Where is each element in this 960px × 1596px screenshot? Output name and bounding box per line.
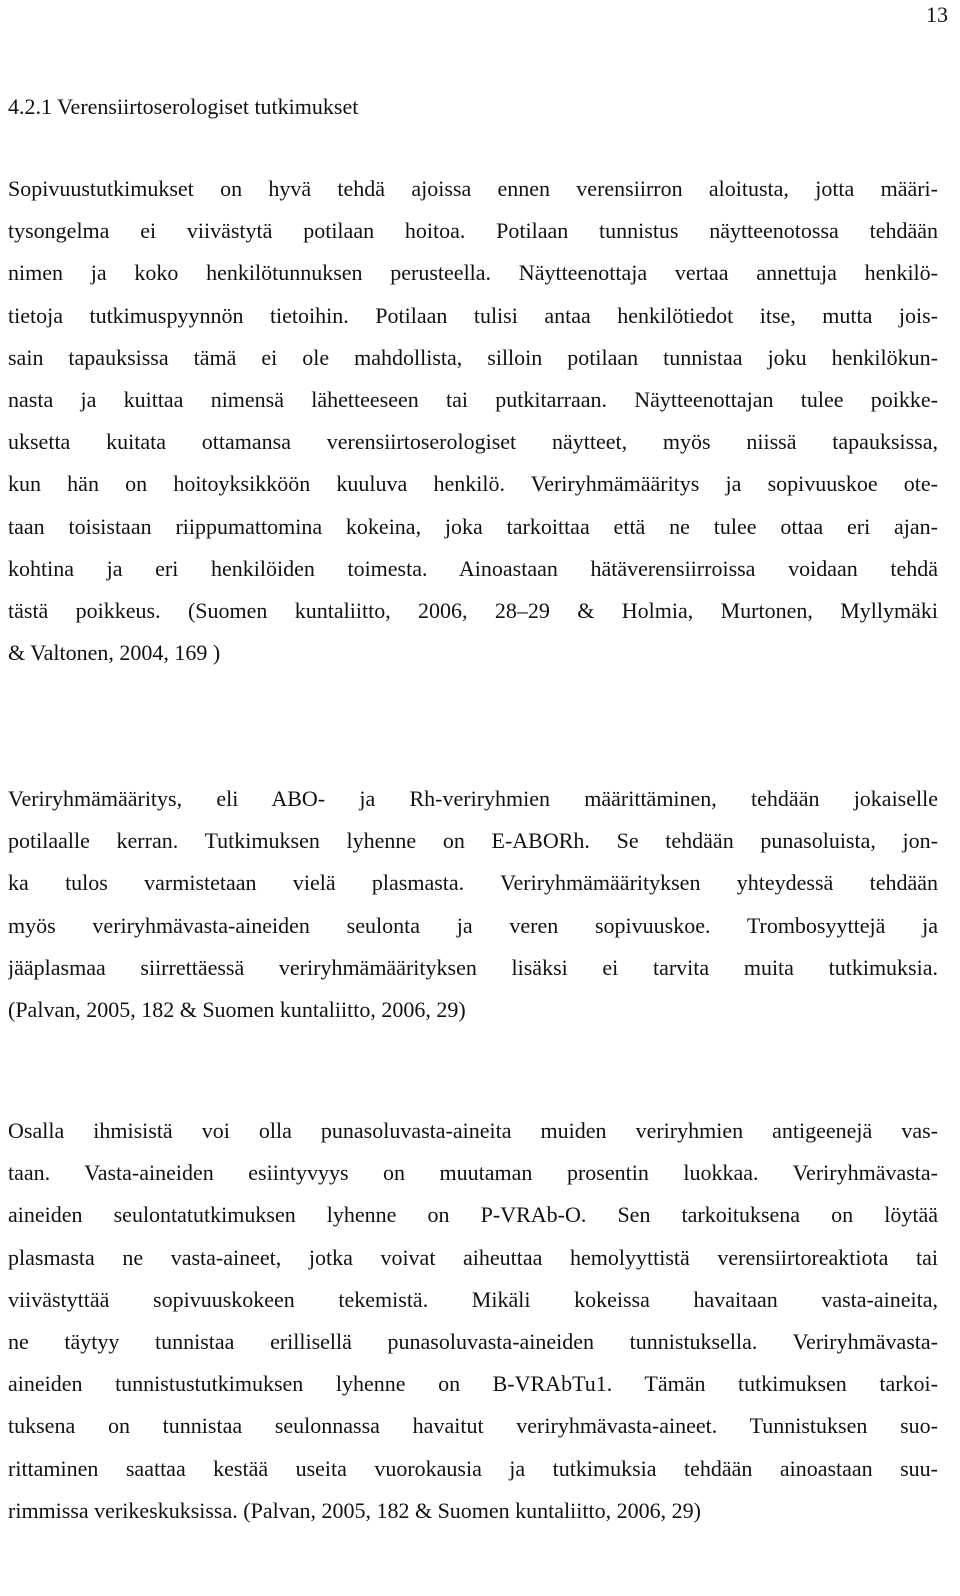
text-line: nimen ja koko henkilötunnuksen perusteella. Näytteenottaja vertaa annettuja henkilö- bbox=[8, 260, 938, 286]
text-line: Osalla ihmisistä voi olla punasoluvasta-aineita muiden veriryhmien antigeenejä vas- bbox=[8, 1118, 938, 1143]
paragraph-2 bbox=[8, 778, 938, 1031]
text-line: taan. Vasta-aineiden esiintyvyys on muutaman prosentin luokkaa. Veriryhmävasta- bbox=[8, 1160, 938, 1186]
text-line: Veriryhmämääritys, eli ABO- ja Rh-veriryhmien määrittäminen, tehdään jokaiselle bbox=[8, 786, 938, 811]
section-heading: 4.2.1 Verensiirtoserologiset tutkimukset bbox=[8, 94, 359, 119]
paragraph-3 bbox=[8, 1110, 938, 1532]
text-line: ka tulos varmistetaan vielä plasmasta. Veriryhmämäärityksen yhteydessä tehdään bbox=[8, 870, 938, 896]
text-line: nasta ja kuittaa nimensä lähetteeseen tai putkitarraan. Näytteenottajan tulee poikke- bbox=[8, 387, 938, 413]
text-line: rittaminen saattaa kestää useita vuorokausia ja tutkimuksia tehdään ainoastaan suu- bbox=[8, 1455, 938, 1481]
text-line: tuksena on tunnistaa seulonnassa havaitut veriryhmävasta-aineet. Tunnistuksen suo- bbox=[8, 1413, 938, 1439]
text-line: (Palvan, 2005, 182 & Suomen kuntaliitto, 2006, 29) bbox=[8, 997, 466, 1023]
text-line: taan toisistaan riippumattomina kokeina, joka tarkoittaa että ne tulee ottaa eri ajan- bbox=[8, 513, 938, 539]
text-line: plasmasta ne vasta-aineet, jotka voivat aiheuttaa hemolyyttistä verensiirtoreaktiota tai bbox=[8, 1244, 938, 1270]
text-line: tietoja tutkimuspyynnön tietoihin. Potilaan tulisi antaa henkilötiedot itse, mutta jois- bbox=[8, 302, 938, 328]
text-line: kun hän on hoitoyksikköön kuuluva henkilö. Veriryhmämääritys ja sopivuuskoe ote- bbox=[8, 471, 938, 497]
text-line: & Valtonen, 2004, 169 ) bbox=[8, 640, 221, 666]
paragraph-1 bbox=[8, 168, 938, 674]
text-line: uksetta kuitata ottamansa verensiirtoserologiset näytteet, myös niissä tapauksissa, bbox=[8, 429, 938, 455]
text-line: aineiden tunnistustutkimuksen lyhenne on B-VRAbTu1. Tämän tutkimuksen tarkoi- bbox=[8, 1371, 938, 1397]
text-line: tysongelma ei viivästytä potilaan hoitoa. Potilaan tunnistus näytteenotossa tehdään bbox=[8, 218, 938, 244]
text-line: tästä poikkeus. (Suomen kuntaliitto, 2006, 28–29 & Holmia, Murtonen, Myllymäki bbox=[8, 598, 938, 624]
text-line: sain tapauksissa tämä ei ole mahdollista, silloin potilaan tunnistaa joku henkilökun- bbox=[8, 344, 938, 370]
text-line: viivästyttää sopivuuskokeen tekemistä. Mikäli kokeissa havaitaan vasta-aineita, bbox=[8, 1286, 938, 1312]
text-line: myös veriryhmävasta-aineiden seulonta ja veren sopivuuskoe. Trombosyyttejä ja bbox=[8, 912, 938, 938]
text-line: ne täytyy tunnistaa erillisellä punasoluvasta-aineiden tunnistuksella. Veriryhmävasta- bbox=[8, 1329, 938, 1355]
text-line: rimmissa verikeskuksissa. (Palvan, 2005, 182 & Suomen kuntaliitto, 2006, 29) bbox=[8, 1497, 701, 1523]
text-line: jääplasmaa siirrettäessä veriryhmämäärityksen lisäksi ei tarvita muita tutkimuksia. bbox=[8, 954, 938, 980]
text-line: aineiden seulontatutkimuksen lyhenne on P-VRAb-O. Sen tarkoituksena on löytää bbox=[8, 1202, 938, 1228]
text-line: kohtina ja eri henkilöiden toimesta. Ainoastaan hätäverensiirroissa voidaan tehdä bbox=[8, 555, 938, 581]
page-number: 13 bbox=[926, 2, 948, 27]
text-line: Sopivuustutkimukset on hyvä tehdä ajoissa ennen verensiirron aloitusta, jotta määri- bbox=[8, 176, 938, 201]
text-line: potilaalle kerran. Tutkimuksen lyhenne on E-ABORh. Se tehdään punasoluista, jon- bbox=[8, 828, 938, 854]
